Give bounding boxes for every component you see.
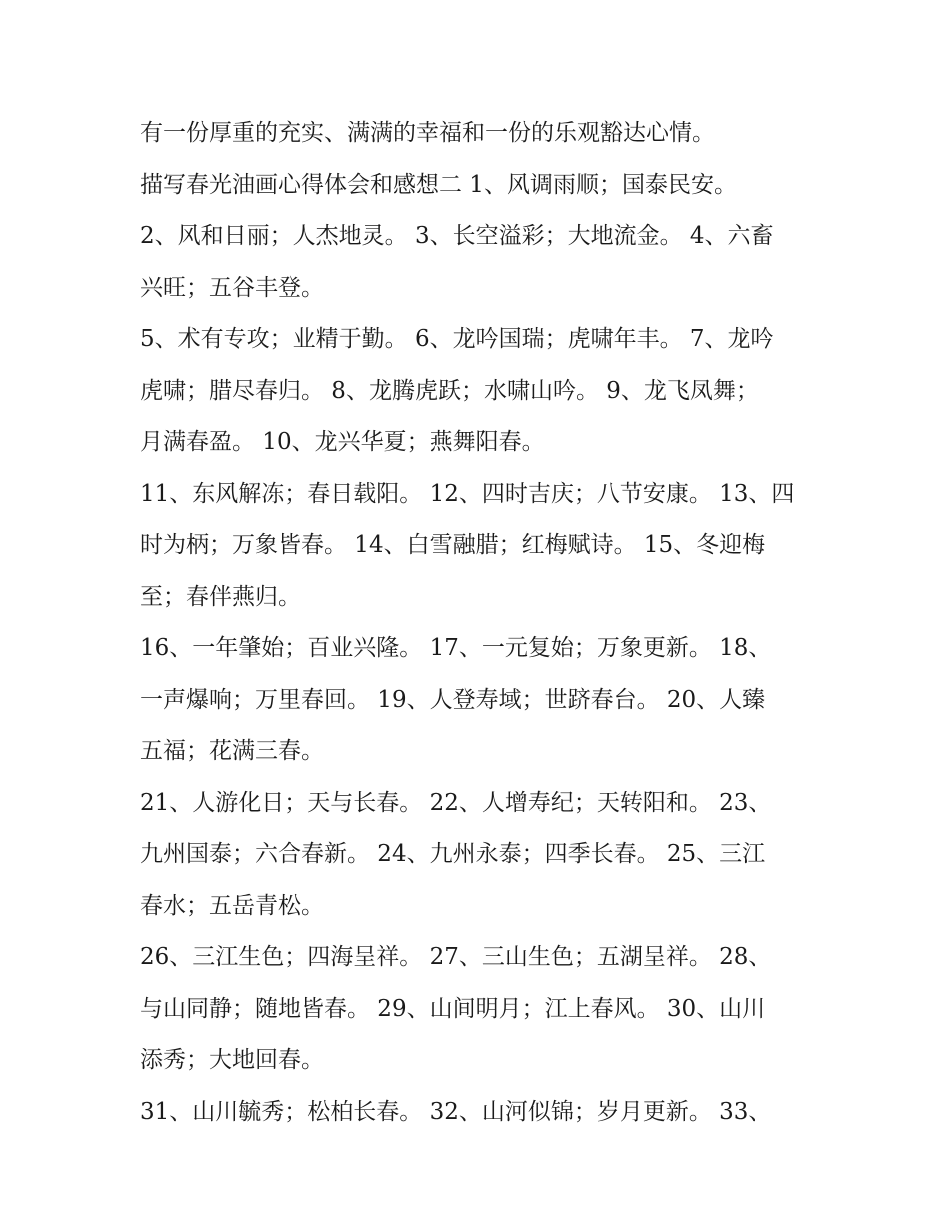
text-line-5: 5、术有专攻；业精于勤。 6、龙吟国瑞；虎啸年丰。 7、龙吟 — [140, 326, 774, 352]
text-line-1: 有一份厚重的充实、满满的幸福和一份的乐观豁达心情。 — [140, 120, 715, 146]
text-line-15: 九州国泰；六合春新。 24、九州永泰；四季长春。 25、三江 — [140, 841, 766, 867]
text-line-17: 26、三江生色；四海呈祥。 27、三山生色；五湖呈祥。 28、 — [140, 944, 772, 970]
text-line-7: 月满春盈。 10、龙兴华夏；燕舞阳春。 — [140, 429, 545, 455]
text-line-8: 11、东风解冻；春日载阳。 12、四时吉庆；八节安康。 13、四 — [140, 480, 795, 507]
text-line-3: 2、风和日丽；人杰地灵。 3、长空溢彩；大地流金。 4、六畜 — [140, 223, 774, 249]
text-line-16: 春水；五岳青松。 — [140, 892, 324, 919]
text-line-6: 虎啸；腊尽春归。 8、龙腾虎跃；水啸山吟。 9、龙飞凤舞； — [140, 377, 759, 404]
text-line-13: 五福；花满三春。 — [140, 738, 324, 764]
text-line-9: 时为柄；万象皆春。 14、白雪融腊；红梅赋诗。 15、冬迎梅 — [140, 532, 766, 558]
text-line-14: 21、人游化日；天与长春。 22、人增寿纪；天转阳和。 23、 — [140, 789, 772, 816]
text-line-12: 一声爆响；万里春回。 19、人登寿域；世跻春台。 20、人臻 — [140, 686, 766, 713]
text-line-2: 描写春光油画心得体会和感想二 1、风调雨顺；国泰民安。 — [140, 171, 737, 198]
text-line-10: 至；春伴燕归。 — [140, 583, 301, 610]
text-line-11: 16、一年肇始；百业兴隆。 17、一元复始；万象更新。 18、 — [140, 635, 772, 661]
text-line-4: 兴旺；五谷丰登。 — [140, 274, 324, 301]
text-line-20: 31、山川毓秀；松柏长春。 32、山河似锦；岁月更新。 33、 — [140, 1098, 772, 1125]
text-line-19: 添秀；大地回春。 — [140, 1047, 324, 1073]
document-body — [140, 108, 812, 1138]
text-line-18: 与山同静；随地皆春。 29、山间明月；江上春风。 30、山川 — [140, 995, 766, 1022]
